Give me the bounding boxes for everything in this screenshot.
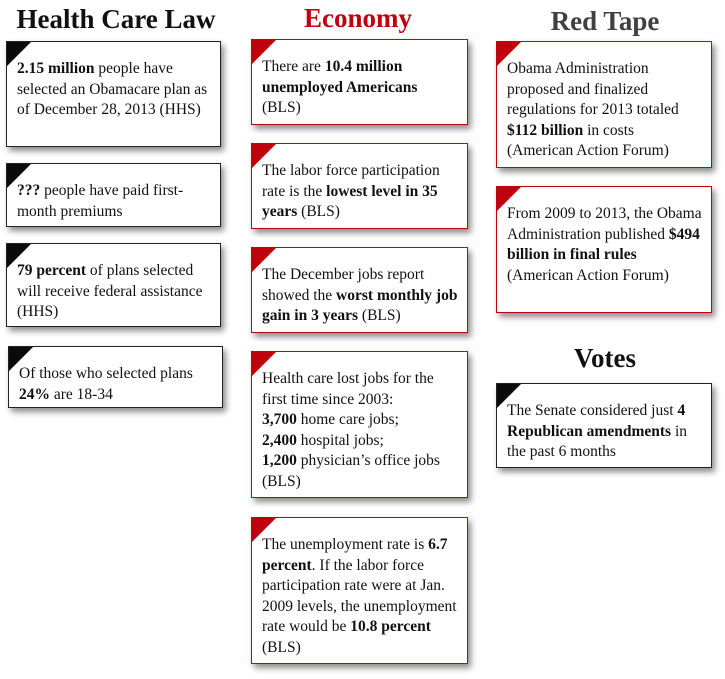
stat-bold: 1,200 [262, 452, 297, 470]
economy-card-participation-rate [251, 143, 468, 229]
stat-line [262, 410, 459, 431]
health-card-federal-assistance [6, 243, 221, 327]
redtape-card-final-rules [496, 186, 712, 313]
heading-economy: Economy [304, 3, 412, 33]
stat-text: in the past 6 months [507, 422, 687, 461]
stat-text: (BLS) [262, 638, 301, 656]
stat-bold: 2.15 million [17, 60, 95, 77]
stat-bold: 2,400 [262, 431, 297, 449]
stat-text: The Senate considered just [507, 402, 678, 419]
health-card-obamacare-selected [6, 41, 221, 147]
corner-triangle-icon [497, 384, 521, 408]
stat-text: (BLS) [297, 203, 340, 221]
stat-text: (BLS) [358, 307, 401, 325]
economy-card-unemployed [251, 39, 468, 125]
stat-bold: ??? [17, 182, 41, 199]
stat-text: Obama Administration proposed and finalized regulations for 2013 totaled [507, 60, 679, 119]
corner-triangle-icon [252, 144, 276, 168]
stat-text: in costs (American Action Forum) [507, 121, 669, 160]
corner-triangle-icon [7, 244, 31, 268]
corner-triangle-icon [252, 40, 276, 64]
stat-bold: 6.7 percent [262, 536, 448, 574]
redtape-card-regulations-2013 [496, 41, 712, 168]
stat-bold: 10.8 percent [350, 618, 431, 636]
stat-text: There are [262, 58, 325, 75]
stat-text: people have selected an Obamacare plan as of December 28, 2013 (HHS) [17, 60, 208, 119]
stat-text: (BLS) [262, 99, 301, 117]
heading-health-care-law: Health Care Law [16, 4, 216, 34]
stat-text: hospital jobs; [296, 431, 384, 449]
stat-bold: 24% [19, 385, 50, 403]
stat-text: The labor force participation rate is the [262, 162, 440, 200]
stat-bold: 3,700 [262, 411, 297, 429]
stat-text: people have paid first-month premiums [17, 182, 184, 220]
stat-bold: 4 Republican amendments [507, 402, 686, 440]
health-card-age-group [8, 346, 223, 408]
stat-bold: $112 billion [507, 121, 584, 139]
stat-text: (American Action Forum) [507, 266, 669, 284]
corner-triangle-icon [7, 164, 31, 188]
heading-votes: Votes [573, 343, 636, 373]
heading-red-tape: Red Tape [550, 6, 660, 36]
stat-bold: 10.4 million unemployed Americans [262, 58, 418, 96]
stat-bold: lowest level in 35 years [262, 182, 438, 221]
stat-text: The unemployment rate is [262, 536, 429, 553]
stat-line [262, 431, 459, 452]
stat-text: of plans selected will receive federal assistance (HHS) [17, 262, 203, 321]
health-card-paid-premiums [6, 163, 221, 227]
stat-bold: worst monthly job gain in 3 years [262, 286, 458, 325]
stat-line [262, 451, 459, 492]
stat-text: From 2009 to 2013, the Obama Administration published [507, 205, 702, 243]
stat-text: physician’s office jobs (BLS) [262, 452, 440, 490]
corner-triangle-icon [497, 42, 521, 66]
corner-triangle-icon [7, 42, 31, 66]
stat-bold: 79 percent [17, 262, 87, 279]
corner-triangle-icon [252, 248, 276, 272]
stat-text: Of those who selected plans [19, 365, 193, 382]
stat-text: Health care lost jobs for the first time since 2003: [262, 370, 434, 408]
votes-card-amendments [496, 383, 712, 468]
economy-card-unemployment-rate [251, 517, 468, 664]
stat-text: are 18-34 [50, 385, 113, 403]
stat-text: . If the labor force participation rate were at Jan. 2009 levels, the unemployment rate would be [262, 556, 457, 636]
stat-text: home care jobs; [296, 411, 399, 429]
corner-triangle-icon [252, 518, 276, 542]
stat-bold: $494 billion in final rules [507, 225, 700, 264]
economy-card-jobs-report [251, 247, 468, 333]
corner-triangle-icon [252, 352, 276, 376]
stat-text: The December jobs report showed the [262, 266, 425, 304]
economy-card-health-care-jobs [251, 351, 468, 498]
corner-triangle-icon [9, 347, 33, 371]
corner-triangle-icon [497, 187, 521, 211]
